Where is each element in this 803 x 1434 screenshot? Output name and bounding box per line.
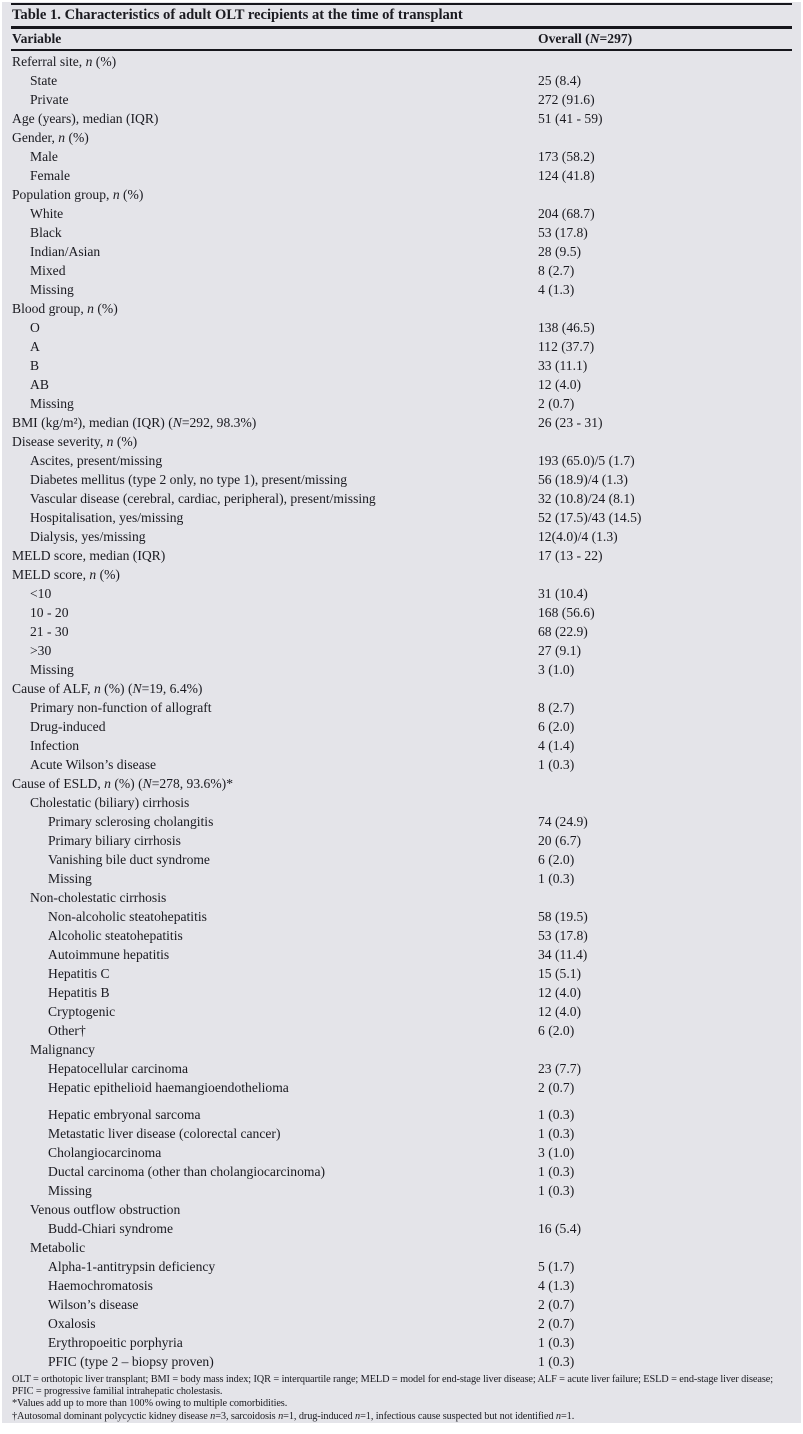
table-row — [11, 850, 792, 869]
row-label: Budd-Chiari syndrome — [48, 1221, 173, 1236]
column-header-variable: Variable — [12, 31, 62, 46]
table-row — [11, 432, 792, 451]
row-value: 1 (0.3) — [538, 1164, 575, 1179]
row-value: 12 (4.0) — [538, 1004, 582, 1019]
table-row — [11, 90, 792, 109]
row-value: 1 (0.3) — [538, 757, 575, 772]
row-label: Venous outflow obstruction — [30, 1202, 181, 1217]
table-row — [11, 869, 792, 888]
row-value: 23 (7.7) — [538, 1061, 582, 1076]
row-value: 2 (0.7) — [538, 396, 575, 411]
row-value: 5 (1.7) — [538, 1259, 575, 1274]
table-title: Table 1. Characteristics of adult OLT recipients at the time of transplant — [12, 7, 463, 23]
row-value: 2 (0.7) — [538, 1297, 575, 1312]
row-label: Cryptogenic — [48, 1004, 116, 1019]
row-label: B — [30, 358, 40, 373]
row-label: Infection — [30, 738, 80, 753]
row-value: 16 (5.4) — [538, 1221, 582, 1236]
row-value: 8 (2.7) — [538, 700, 575, 715]
row-label: Cholangiocarcinoma — [48, 1145, 162, 1160]
table-row — [11, 337, 792, 356]
table-row — [11, 584, 792, 603]
table-row — [11, 242, 792, 261]
table-row — [11, 1352, 792, 1371]
table-row — [11, 1162, 792, 1181]
table-row — [11, 185, 792, 204]
table-row — [11, 71, 792, 90]
row-label: Hospitalisation, yes/missing — [30, 510, 184, 525]
table-panel — [2, 2, 801, 1423]
row-label: Cause of ALF, n (%) (N=19, 6.4%) — [12, 681, 203, 696]
row-value: 1 (0.3) — [538, 1354, 575, 1369]
row-value: 1 (0.3) — [538, 1335, 575, 1350]
row-value: 204 (68.7) — [538, 206, 595, 221]
row-label: Missing — [48, 871, 92, 886]
table-row — [11, 831, 792, 850]
row-value: 1 (0.3) — [538, 871, 575, 886]
table-row — [11, 470, 792, 489]
table-body — [11, 51, 792, 1371]
table-row — [11, 1078, 792, 1097]
table-row — [11, 1219, 792, 1238]
row-label: Drug-induced — [30, 719, 106, 734]
row-label: Mixed — [30, 263, 66, 278]
row-value: 12 (4.0) — [538, 377, 582, 392]
row-label: Wilson’s disease — [48, 1297, 139, 1312]
table-row — [11, 489, 792, 508]
row-value: 15 (5.1) — [538, 966, 582, 981]
row-label: Referral site, n (%) — [12, 54, 117, 69]
row-value: 34 (11.4) — [538, 947, 588, 962]
row-value: 53 (17.8) — [538, 928, 588, 943]
footnote-abbreviations: OLT = orthotopic liver transplant; BMI = body mass index; IQR = interquartile range; MELD = model for end-stage liver disease; ALF = acute liver failure; ESLD = end-stage liver disease; PFIC = progressive familial intrahepatic cholestasis. — [12, 1374, 773, 1398]
row-value: 193 (65.0)/5 (1.7) — [538, 453, 635, 468]
table-row — [11, 641, 792, 660]
row-label: Primary sclerosing cholangitis — [48, 814, 214, 829]
row-value: 6 (2.0) — [538, 1023, 575, 1038]
row-label: State — [30, 73, 58, 88]
row-label: Alcoholic steatohepatitis — [48, 928, 183, 943]
row-value: 1 (0.3) — [538, 1107, 575, 1122]
row-label: Hepatic epithelioid haemangioendothelioma — [48, 1080, 289, 1095]
table-row — [11, 755, 792, 774]
table-row — [11, 546, 792, 565]
row-label: A — [30, 339, 40, 354]
row-label: <10 — [30, 586, 52, 601]
row-label: Cholestatic (biliary) cirrhosis — [30, 795, 190, 810]
table-row — [11, 622, 792, 641]
row-value: 138 (46.5) — [538, 320, 595, 335]
row-value: 26 (23 - 31) — [538, 415, 603, 430]
row-value: 8 (2.7) — [538, 263, 575, 278]
table-row — [11, 698, 792, 717]
table-row — [11, 660, 792, 679]
row-label: Oxalosis — [48, 1316, 96, 1331]
table-row — [11, 1040, 792, 1059]
row-label: Hepatitis B — [48, 985, 110, 1000]
row-value: 124 (41.8) — [538, 168, 595, 183]
row-value: 6 (2.0) — [538, 852, 575, 867]
table-row — [11, 907, 792, 926]
row-label: Missing — [30, 396, 74, 411]
row-label: Black — [30, 225, 62, 240]
row-label: Metabolic — [30, 1240, 86, 1255]
row-label: Acute Wilson’s disease — [30, 757, 157, 772]
row-label: Gender, n (%) — [12, 130, 89, 145]
row-value: 52 (17.5)/43 (14.5) — [538, 510, 642, 525]
row-value: 12(4.0)/4 (1.3) — [538, 529, 618, 544]
row-value: 2 (0.7) — [538, 1080, 575, 1095]
table-row — [11, 1200, 792, 1219]
table-row — [11, 166, 792, 185]
row-value: 20 (6.7) — [538, 833, 582, 848]
row-label: Non-cholestatic cirrhosis — [30, 890, 167, 905]
row-value: 25 (8.4) — [538, 73, 582, 88]
row-label: Non-alcoholic steatohepatitis — [48, 909, 207, 924]
row-value: 27 (9.1) — [538, 643, 582, 658]
row-label: Primary non-function of allograft — [30, 700, 212, 715]
row-label: MELD score, median (IQR) — [12, 548, 166, 563]
table-row — [11, 679, 792, 698]
row-value: 17 (13 - 22) — [538, 548, 603, 563]
table-row — [11, 926, 792, 945]
row-label: Autoimmune hepatitis — [48, 947, 170, 962]
row-label: Private — [30, 92, 69, 107]
row-value: 68 (22.9) — [538, 624, 588, 639]
table-row — [11, 1124, 792, 1143]
table-row — [11, 451, 792, 470]
row-value: 6 (2.0) — [538, 719, 575, 734]
row-label: 10 - 20 — [30, 605, 69, 620]
row-label: Ascites, present/missing — [30, 453, 163, 468]
table-row — [11, 356, 792, 375]
table-header-row — [11, 29, 792, 49]
table-row — [11, 793, 792, 812]
row-value: 58 (19.5) — [538, 909, 588, 924]
row-value: 168 (56.6) — [538, 605, 595, 620]
row-label: >30 — [30, 643, 52, 658]
table-row — [11, 318, 792, 337]
table-row — [11, 147, 792, 166]
row-value: 56 (18.9)/4 (1.3) — [538, 472, 628, 487]
table-row — [11, 1276, 792, 1295]
row-value: 4 (1.3) — [538, 282, 575, 297]
table-row — [11, 1238, 792, 1257]
table-row — [11, 888, 792, 907]
table-row — [11, 774, 792, 793]
table-row — [11, 280, 792, 299]
row-label: Hepatocellular carcinoma — [48, 1061, 189, 1076]
row-label: Malignancy — [30, 1042, 95, 1057]
row-label: Blood group, n (%) — [12, 301, 118, 316]
row-label: Cause of ESLD, n (%) (N=278, 93.6%)* — [12, 776, 233, 791]
footnotes — [11, 1371, 792, 1423]
row-label: Missing — [30, 662, 74, 677]
row-value: 51 (41 - 59) — [538, 111, 603, 126]
row-label: White — [30, 206, 64, 221]
row-label: Erythropoeitic porphyria — [48, 1335, 183, 1350]
row-value: 31 (10.4) — [538, 586, 588, 601]
row-value: 33 (11.1) — [538, 358, 588, 373]
table-row — [11, 1059, 792, 1078]
row-label: MELD score, n (%) — [12, 567, 120, 582]
table-row — [11, 261, 792, 280]
row-label: Dialysis, yes/missing — [30, 529, 146, 544]
row-label: Ductal carcinoma (other than cholangiocarcinoma) — [48, 1164, 326, 1179]
row-value: 12 (4.0) — [538, 985, 582, 1000]
table-row — [11, 394, 792, 413]
row-value: 3 (1.0) — [538, 1145, 575, 1160]
row-label: Primary biliary cirrhosis — [48, 833, 181, 848]
row-value: 32 (10.8)/24 (8.1) — [538, 491, 635, 506]
row-label: Haemochromatosis — [48, 1278, 153, 1293]
footnote-asterisk: *Values add up to more than 100% owing to multiple comorbidities. — [12, 1398, 288, 1410]
row-value: 4 (1.3) — [538, 1278, 575, 1293]
table-row — [11, 964, 792, 983]
row-label: Missing — [30, 282, 74, 297]
row-label: Age (years), median (IQR) — [12, 111, 159, 126]
table-row — [11, 603, 792, 622]
row-label: 21 - 30 — [30, 624, 69, 639]
footnote-dagger: †Autosomal dominant polycyctic kidney disease n=3, sarcoidosis n=1, drug-induced n=1, infectious cause suspected but not identified n=1. — [12, 1410, 575, 1422]
row-label: Hepatic embryonal sarcoma — [48, 1107, 201, 1122]
row-label: Vascular disease (cerebral, cardiac, peripheral), present/missing — [30, 491, 376, 506]
row-label: AB — [30, 377, 49, 392]
table-row — [11, 299, 792, 318]
row-label: Metastatic liver disease (colorectal cancer) — [48, 1126, 281, 1141]
row-label: Missing — [48, 1183, 92, 1198]
row-value: 112 (37.7) — [538, 339, 595, 354]
row-value: 74 (24.9) — [538, 814, 588, 829]
row-label: Disease severity, n (%) — [12, 434, 138, 449]
table-row — [11, 1002, 792, 1021]
table-row — [11, 1181, 792, 1200]
table-row — [11, 1257, 792, 1276]
row-label: Other† — [48, 1023, 86, 1038]
table-row — [11, 1143, 792, 1162]
row-value: 2 (0.7) — [538, 1316, 575, 1331]
row-value: 173 (58.2) — [538, 149, 595, 164]
table-row — [11, 1295, 792, 1314]
table-row — [11, 736, 792, 755]
row-value: 272 (91.6) — [538, 92, 595, 107]
row-label: Vanishing bile duct syndrome — [48, 852, 210, 867]
table-row — [11, 1021, 792, 1040]
row-label: Indian/Asian — [30, 244, 101, 259]
row-value: 1 (0.3) — [538, 1183, 575, 1198]
row-label: Male — [30, 149, 58, 164]
table-row — [11, 1105, 792, 1124]
row-value: 1 (0.3) — [538, 1126, 575, 1141]
table-row — [11, 128, 792, 147]
table-row — [11, 717, 792, 736]
table-row — [11, 223, 792, 242]
table-row — [11, 1314, 792, 1333]
row-label: Population group, n (%) — [12, 187, 144, 202]
row-label: Alpha-1-antitrypsin deficiency — [48, 1259, 216, 1274]
table-row — [11, 812, 792, 831]
row-label: BMI (kg/m²), median (IQR) (N=292, 98.3%) — [12, 415, 257, 430]
row-label: PFIC (type 2 – biopsy proven) — [48, 1354, 214, 1369]
row-label: O — [30, 320, 40, 335]
row-label: Diabetes mellitus (type 2 only, no type 1), present/missing — [30, 472, 348, 487]
row-label: Hepatitis C — [48, 966, 110, 981]
table-row — [11, 527, 792, 546]
row-value: 53 (17.8) — [538, 225, 588, 240]
row-label: Female — [30, 168, 71, 183]
column-header-overall: Overall (N=297) — [538, 31, 633, 46]
table-row — [11, 945, 792, 964]
table-row — [11, 52, 792, 71]
table-row — [11, 508, 792, 527]
table-row — [11, 565, 792, 584]
row-value: 4 (1.4) — [538, 738, 575, 753]
table-row — [11, 204, 792, 223]
table-row — [11, 1333, 792, 1352]
table-row — [11, 109, 792, 128]
table-row — [11, 983, 792, 1002]
row-value: 3 (1.0) — [538, 662, 575, 677]
table-row — [11, 413, 792, 432]
table-row — [11, 375, 792, 394]
row-value: 28 (9.5) — [538, 244, 582, 259]
